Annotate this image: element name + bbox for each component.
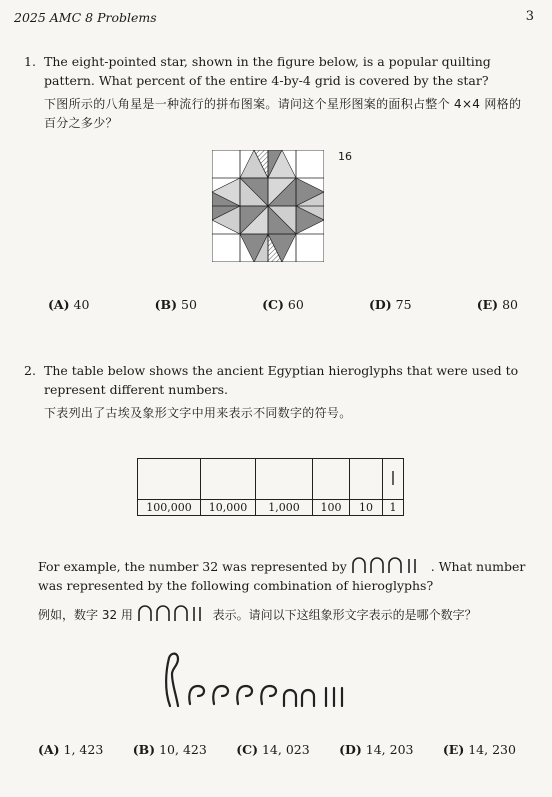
value-row bbox=[138, 500, 404, 516]
hieroglyph-combination bbox=[160, 650, 370, 714]
choice-a[interactable]: (A) 40 bbox=[48, 297, 90, 312]
example-en: For example, the number 32 was represented by . What number was represented by the following combination of hieroglyphs? bbox=[38, 556, 528, 595]
arch-glyph bbox=[284, 690, 296, 706]
choice-c[interactable]: (C) 14, 023 bbox=[236, 742, 310, 757]
eight-pointed-star-grid bbox=[212, 150, 324, 262]
hieroglyph-table bbox=[137, 458, 404, 516]
glyph-cell-100000 bbox=[138, 459, 201, 500]
glyph-cell-1 bbox=[383, 459, 404, 500]
figure-handwritten-note: 16 bbox=[338, 150, 352, 163]
glyph-cell-10000 bbox=[201, 459, 256, 500]
arch-glyph bbox=[302, 690, 314, 706]
table-value: 1 bbox=[383, 500, 404, 516]
table-value: 10,000 bbox=[201, 500, 256, 516]
problem-text-en: The eight-pointed star, shown in the figure below, is a popular quilting pattern. What percent of the entire 4-by-4 grid is covered by the star? bbox=[44, 54, 491, 88]
table-value: 100 bbox=[313, 500, 350, 516]
problem-2-choices bbox=[38, 742, 516, 757]
choice-b[interactable]: (B) 10, 423 bbox=[132, 742, 207, 757]
problem-text-zh: 下表列出了古埃及象形文字中用来表示不同数字的符号。 bbox=[44, 406, 352, 420]
choice-d[interactable]: (D) 14, 203 bbox=[339, 742, 414, 757]
glyph-cell-1000 bbox=[256, 459, 313, 500]
problem-number: 2. bbox=[24, 363, 36, 378]
stroke-icon bbox=[391, 469, 395, 487]
glyph-cell-10 bbox=[350, 459, 383, 500]
problem-text-en: The table below shows the ancient Egyptian hieroglyphs that were used to represent different numbers. bbox=[44, 363, 519, 397]
problem-text-zh: 下图所示的八角星是一种流行的拼布图案。请问这个星形图案的面积占整个 4×4 网格的百分之多少？ bbox=[44, 97, 522, 130]
example-zh: 例如，数字 32 用 表示。请问以下这组象形文字表示的是哪个数字？ bbox=[38, 604, 528, 625]
coil-glyph bbox=[237, 686, 252, 704]
problem-1 bbox=[24, 52, 524, 133]
problem-1-choices bbox=[48, 297, 518, 312]
page-number: 3 bbox=[525, 9, 534, 24]
finger-glyph bbox=[166, 654, 178, 706]
hieroglyph-32-icon bbox=[137, 604, 209, 622]
hieroglyph-32-icon bbox=[351, 556, 427, 574]
coil-glyph bbox=[189, 686, 204, 704]
running-header: 2025 AMC 8 Problems bbox=[14, 10, 157, 25]
choice-e[interactable]: (E) 14, 230 bbox=[442, 742, 516, 757]
table-value: 100,000 bbox=[138, 500, 201, 516]
star-figure bbox=[212, 150, 324, 266]
problem-2 bbox=[24, 361, 524, 423]
choice-b[interactable]: (B) 50 bbox=[154, 297, 197, 312]
problem-number: 1. bbox=[24, 54, 36, 69]
table-value: 1,000 bbox=[256, 500, 313, 516]
hieroglyph-row bbox=[138, 459, 404, 500]
glyph-cell-100 bbox=[313, 459, 350, 500]
choice-e[interactable]: (E) 80 bbox=[476, 297, 518, 312]
coil-glyph bbox=[213, 686, 228, 704]
table-value: 10 bbox=[350, 500, 383, 516]
choice-a[interactable]: (A) 1, 423 bbox=[38, 742, 104, 757]
choice-c[interactable]: (C) 60 bbox=[262, 297, 304, 312]
choice-d[interactable]: (D) 75 bbox=[368, 297, 412, 312]
hieroglyph-combination-icon bbox=[160, 650, 370, 710]
coil-glyph bbox=[261, 686, 276, 704]
